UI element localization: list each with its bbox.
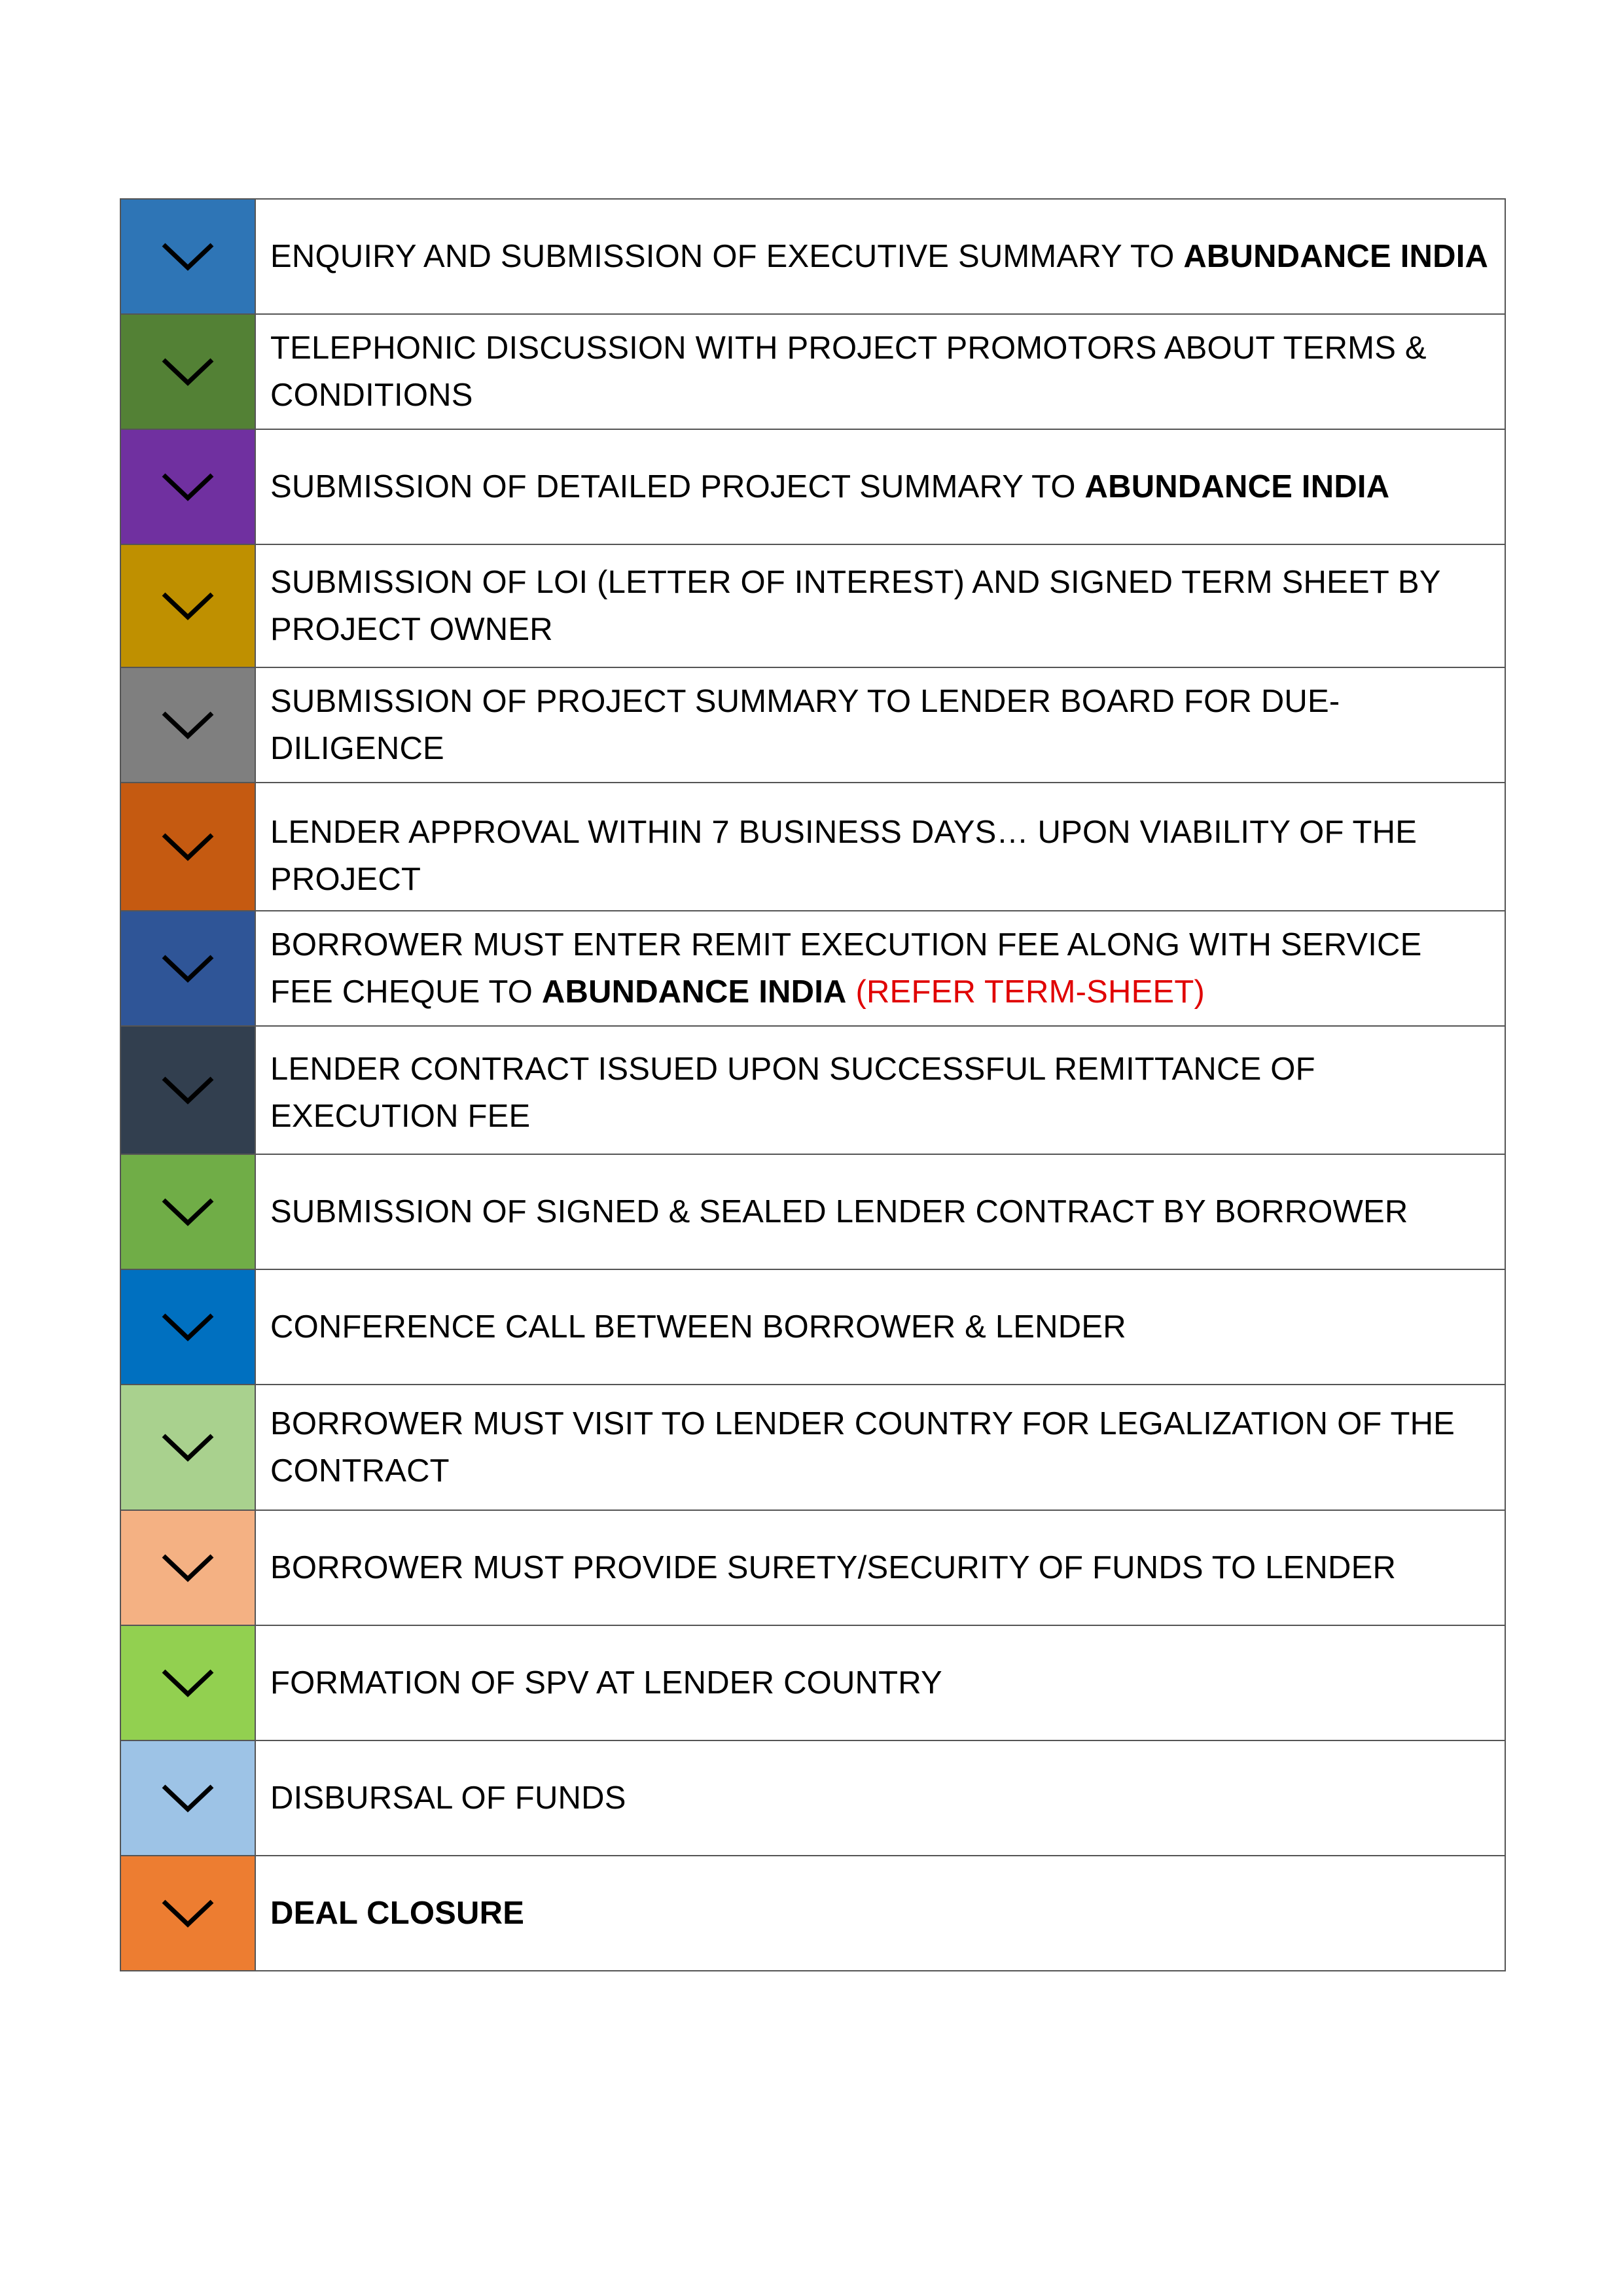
step-text: BORROWER MUST ENTER REMIT EXECUTION FEE ALONG WITH SERVICE FEE CHEQUE TO ABUNDANCE INDIA (REFER TERM-SHEET) [270, 927, 1422, 1010]
step-row-6 [121, 783, 1505, 911]
step-color-swatch [121, 1511, 256, 1625]
step-color-swatch [121, 1626, 256, 1740]
step-text: BORROWER MUST PROVIDE SURETY/SECURITY OF FUNDS TO LENDER [270, 1550, 1397, 1585]
step-text: LENDER CONTRACT ISSUED UPON SUCCESSFUL REMITTANCE OF EXECUTION FEE [270, 1051, 1315, 1134]
chevron-down-icon [160, 1196, 215, 1227]
step-text: FORMATION OF SPV AT LENDER COUNTRY [270, 1665, 942, 1701]
step-text: BORROWER MUST VISIT TO LENDER COUNTRY FOR LEGALIZATION OF THE CONTRACT [270, 1406, 1455, 1489]
step-color-swatch [121, 1856, 256, 1970]
chevron-down-icon [160, 1898, 215, 1929]
term-sheet-note: (REFER TERM-SHEET) [846, 974, 1205, 1010]
step-row-8 [121, 1027, 1505, 1155]
chevron-down-icon [160, 1552, 215, 1583]
step-color-swatch [121, 545, 256, 667]
step-row-2 [121, 315, 1505, 430]
brand-name: ABUNDANCE INDIA [1084, 469, 1390, 504]
chevron-down-icon [160, 590, 215, 622]
chevron-down-icon [160, 1782, 215, 1814]
step-color-swatch [121, 783, 256, 910]
step-text: ENQUIRY AND SUBMISSION OF EXECUTIVE SUMMARY TO ABUNDANCE INDIA [270, 239, 1489, 274]
step-color-swatch [121, 911, 256, 1025]
step-color-swatch [121, 1027, 256, 1154]
step-row-14 [121, 1741, 1505, 1856]
chevron-down-icon [160, 471, 215, 503]
chevron-down-icon [160, 1074, 215, 1106]
process-steps-table [120, 198, 1506, 1971]
step-text: SUBMISSION OF LOI (LETTER OF INTEREST) AND SIGNED TERM SHEET BY PROJECT OWNER [270, 565, 1440, 647]
step-text: SUBMISSION OF SIGNED & SEALED LENDER CONTRACT BY BORROWER [270, 1194, 1408, 1229]
step-color-swatch [121, 668, 256, 782]
step-row-13 [121, 1626, 1505, 1741]
step-text: TELEPHONIC DISCUSSION WITH PROJECT PROMOTORS ABOUT TERMS & CONDITIONS [270, 330, 1427, 413]
step-text: LENDER APPROVAL WITHIN 7 BUSINESS DAYS… UPON VIABILITY OF THE PROJECT [270, 815, 1418, 897]
chevron-down-icon [160, 1432, 215, 1463]
step-color-swatch [121, 1741, 256, 1855]
step-text: CONFERENCE CALL BETWEEN BORROWER & LENDER [270, 1309, 1126, 1345]
chevron-down-icon [160, 356, 215, 387]
chevron-down-icon [160, 241, 215, 272]
step-color-swatch [121, 1155, 256, 1269]
step-row-12 [121, 1511, 1505, 1626]
chevron-down-icon [160, 1667, 215, 1699]
step-text: DEAL CLOSURE [270, 1896, 525, 1931]
chevron-down-icon [160, 953, 215, 984]
chevron-down-icon [160, 1311, 215, 1343]
step-color-swatch [121, 200, 256, 313]
step-text: SUBMISSION OF DETAILED PROJECT SUMMARY TO ABUNDANCE INDIA [270, 469, 1390, 504]
step-color-swatch [121, 1270, 256, 1384]
step-text: DISBURSAL OF FUNDS [270, 1780, 626, 1816]
step-row-1 [121, 200, 1505, 315]
step-color-swatch [121, 315, 256, 429]
step-row-7 [121, 911, 1505, 1027]
step-color-swatch [121, 430, 256, 544]
step-row-3 [121, 430, 1505, 545]
brand-name: ABUNDANCE INDIA [1183, 239, 1489, 274]
step-row-4 [121, 545, 1505, 668]
step-text: SUBMISSION OF PROJECT SUMMARY TO LENDER BOARD FOR DUE-DILIGENCE [270, 684, 1340, 766]
chevron-down-icon [160, 709, 215, 741]
step-row-15 [121, 1856, 1505, 1971]
brand-name: ABUNDANCE INDIA [541, 974, 847, 1010]
step-row-9 [121, 1155, 1505, 1270]
step-row-5 [121, 668, 1505, 783]
chevron-down-icon [160, 831, 215, 862]
step-row-10 [121, 1270, 1505, 1385]
step-color-swatch [121, 1385, 256, 1510]
step-row-11 [121, 1385, 1505, 1511]
